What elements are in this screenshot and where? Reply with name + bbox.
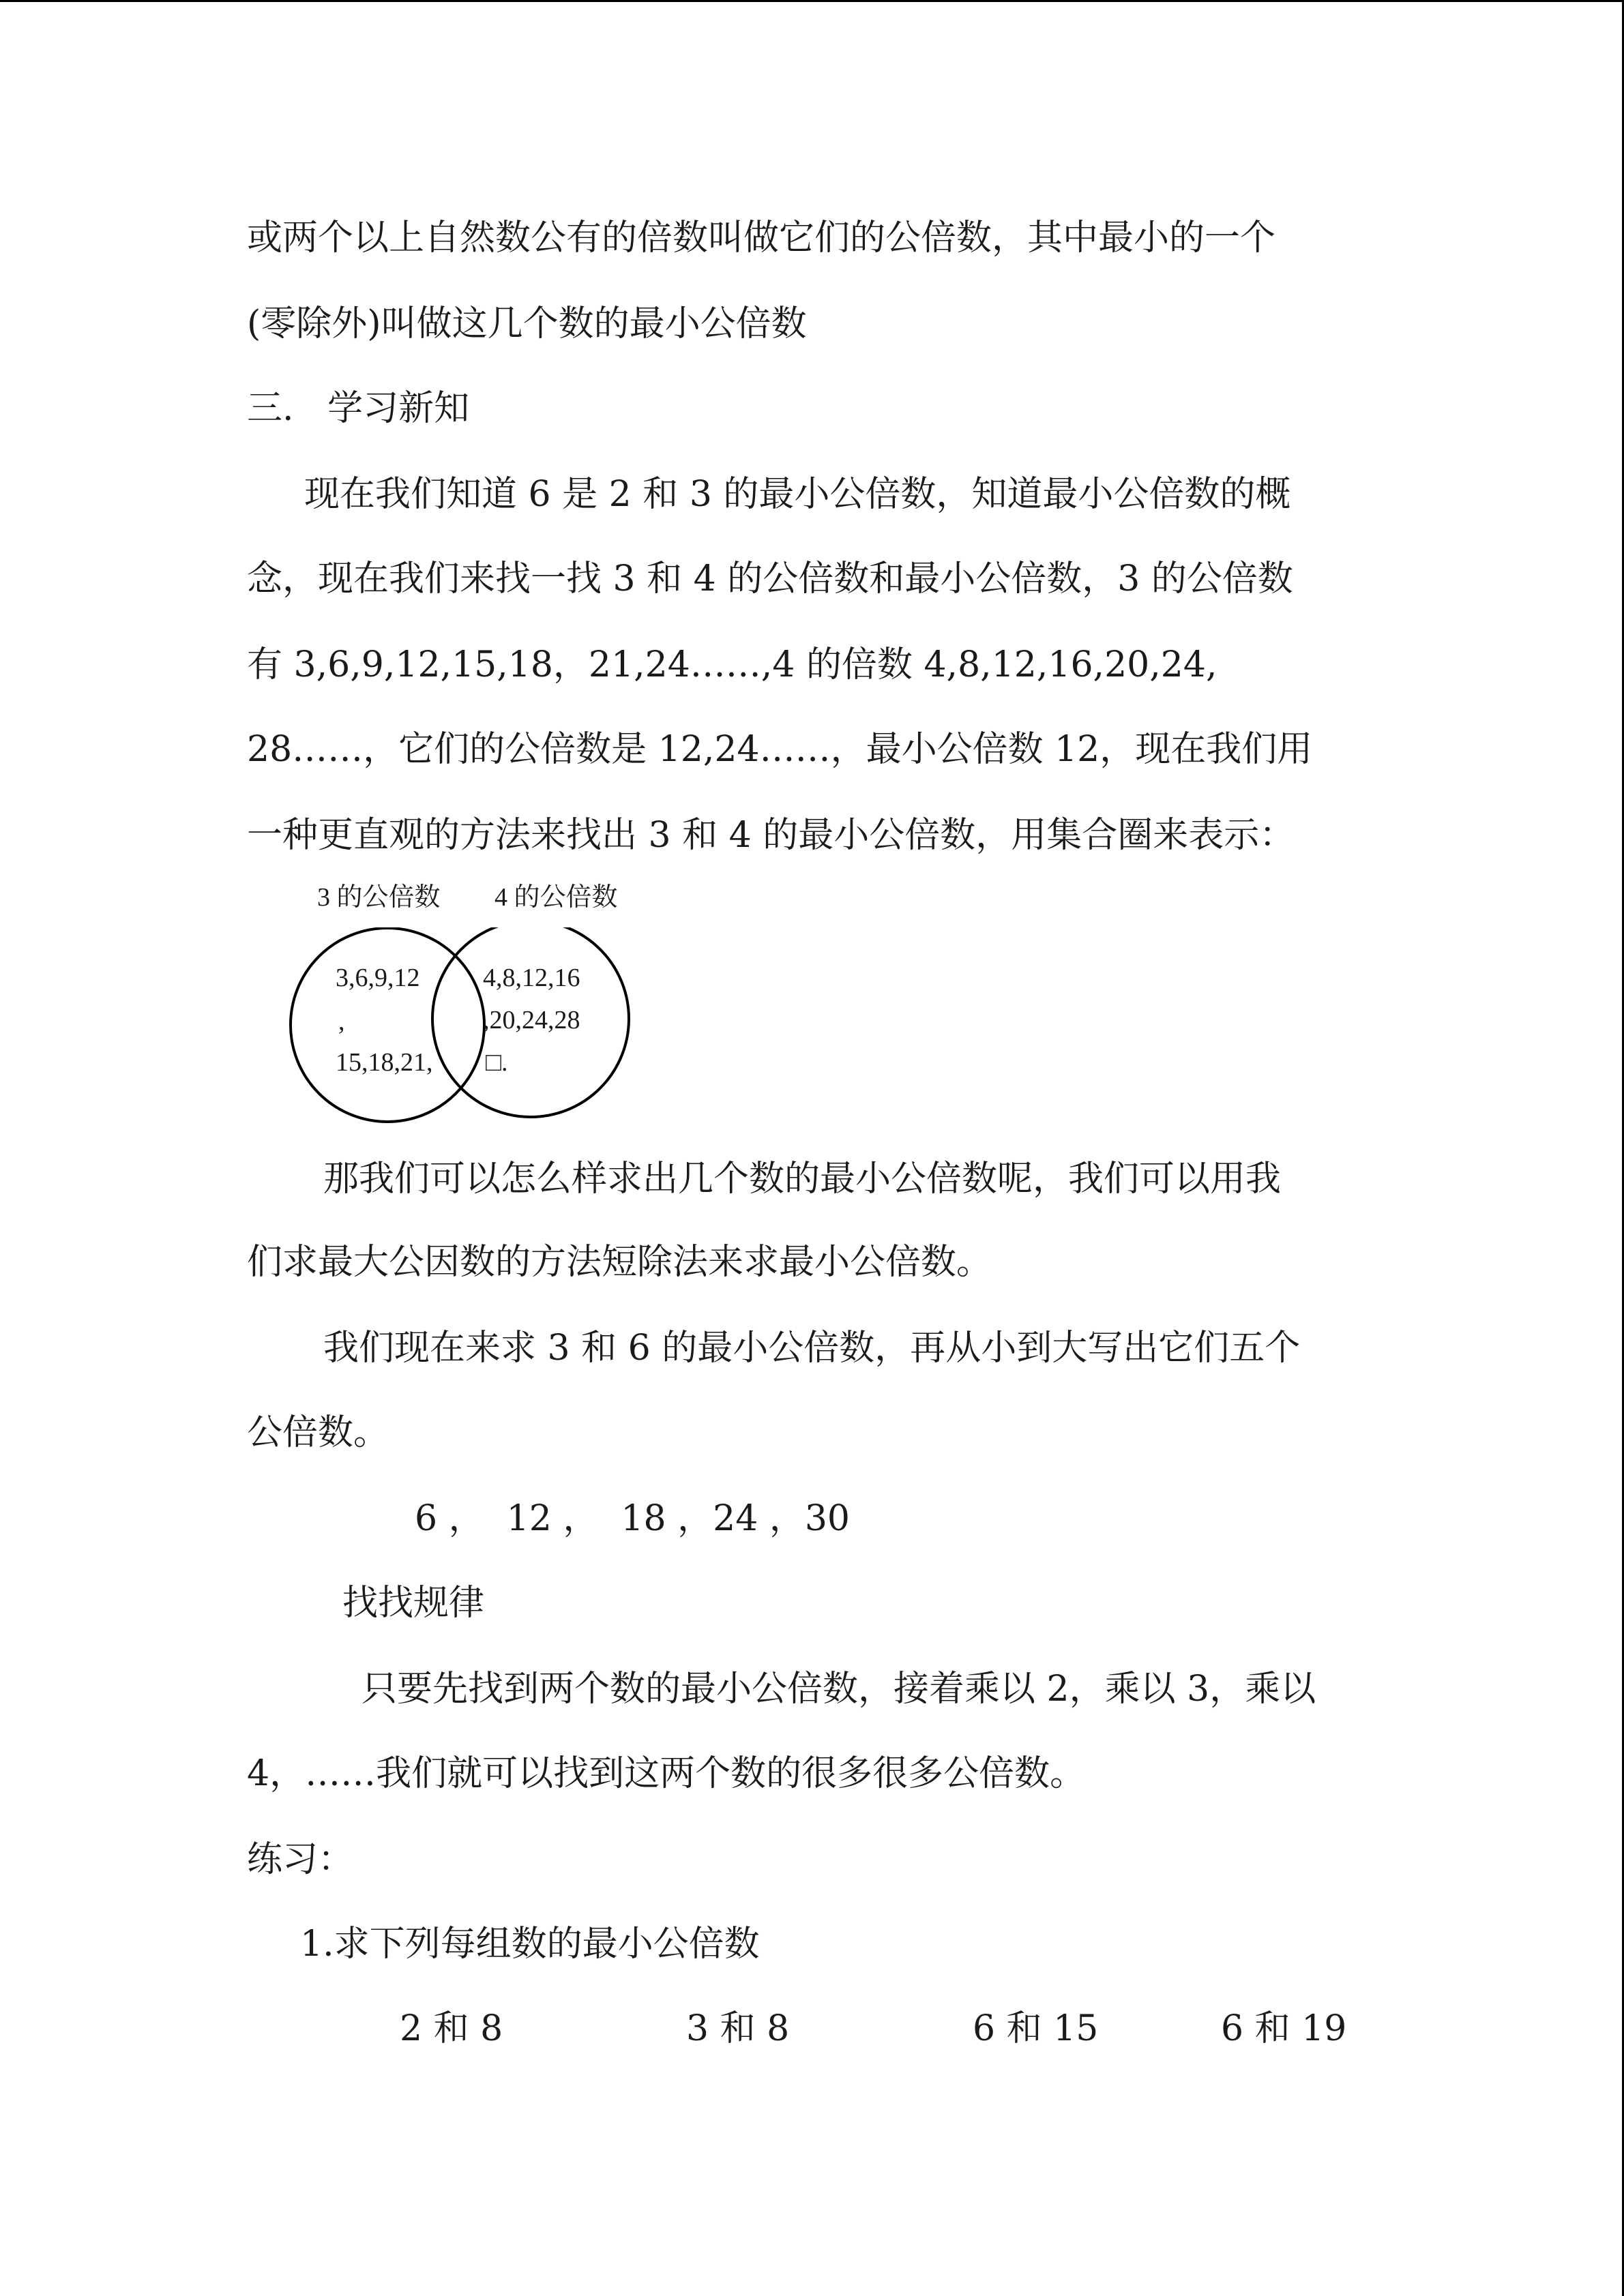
exercise-item-2: 3 和 8 [686,2008,790,2049]
multiples-list: 6 ， 12 ， 18 ，24 ，30 [415,1498,850,1539]
find-pattern-heading: 找找规律 [342,1583,485,1624]
venn-right-label: 4 的公倍数 [494,883,618,912]
paragraph-line-11: 我们现在来求 3 和 6 的最小公倍数，再从小到大写出它们五个 [323,1328,1301,1369]
paragraph-line-16: 4，……我们就可以找到这两个数的很多很多公倍数。 [247,1753,1086,1794]
exercise-heading: 练习： [247,1839,354,1880]
paragraph-line-6: 有 3,6,9,12,15,18，21,24……,4 的倍数 4,8,12,16,20,24, [247,644,1217,685]
venn-left-text-1: 3,6,9,12 [336,964,420,992]
paragraph-line-1: 或两个以上自然数公有的倍数叫做它们的公倍数，其中最小的一个 [247,218,1276,258]
paragraph-line-9: 那我们可以怎么样求出几个数的最小公倍数呢，我们可以用我 [323,1159,1282,1199]
paragraph-line-10: 们求最大公因数的方法短除法来求最小公倍数。 [247,1242,992,1283]
paragraph-line-15: 只要先找到两个数的最小公倍数，接着乘以 2，乘以 3，乘以 [361,1669,1316,1710]
page-top-border [0,0,1624,2]
exercise-instruction: 1.求下列每组数的最小公倍数 [300,1924,760,1965]
paragraph-line-7: 28……，它们的公倍数是 12,24……，最小公倍数 12，现在我们用 [247,729,1313,770]
venn-left-text-2: , [338,1007,345,1036]
exercise-item-1: 2 和 8 [400,2008,503,2049]
venn-right-text-3: □. [486,1048,508,1077]
paragraph-line-12: 公倍数。 [247,1412,389,1453]
paragraph-line-4: 现在我们知道 6 是 2 和 3 的最小公倍数，知道最小公倍数的概 [304,474,1291,515]
venn-right-text-2: ,20,24,28 [483,1006,580,1034]
paragraph-line-2: (零除外)叫做这几个数的最小公倍数 [247,303,807,344]
venn-left-text-3: 15,18,21, [336,1048,433,1077]
exercise-item-4: 6 和 19 [1221,2008,1347,2049]
exercise-item-3: 6 和 15 [973,2008,1099,2049]
section-heading: 三. 学习新知 [247,388,470,429]
venn-left-label: 3 的公倍数 [317,883,441,912]
paragraph-line-5: 念，现在我们来找一找 3 和 4 的公倍数和最小公倍数，3 的公倍数 [247,558,1293,599]
venn-right-text-1: 4,8,12,16 [483,964,580,992]
paragraph-line-8: 一种更直观的方法来找出 3 和 4 的最小公倍数，用集合圈来表示： [247,815,1295,856]
